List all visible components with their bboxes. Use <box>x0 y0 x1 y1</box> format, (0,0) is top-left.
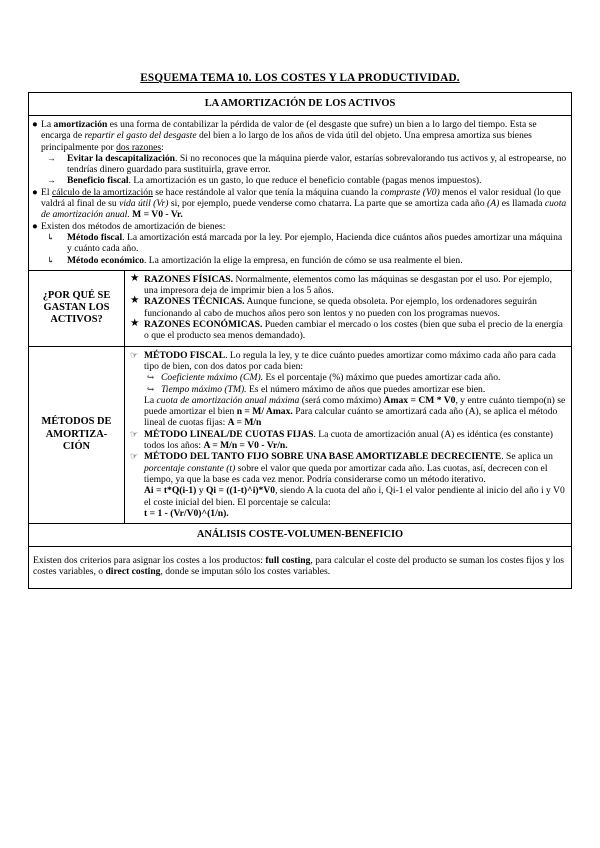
metodo-fiscal: ☞ MÉTODO FISCAL. Lo regula la ley, y te dice cuánto puedes amortizar como máximo cada año para cada tipo de bien, con dos datos por cada bien: <box>130 349 556 372</box>
metodo-fiscal-item: ↳ Método fiscal. La amortización está marcada por la ley. Por ejemplo, Hacienda dice cuántos años puedes amortizar una máquina y cuánto cada año. <box>47 231 563 255</box>
paragraph-definicion: ● La amortización es una forma de contabilizar la pérdida de valor de (el desgaste que sufre) un bien a lo largo del tiempo. Esta se encarga de repartir el gasto del desgaste del bien a lo largo de los años de vida útil del objeto. Una empresa amortiza sus bienes principalmente por dos razones: <box>32 119 537 153</box>
star-icon: ★ <box>130 318 140 330</box>
schema-table-frame <box>28 92 571 589</box>
pointing-hand-icon: ☞ <box>130 349 139 360</box>
section-amortizacion-header: LA AMORTIZACIÓN DE LOS ACTIVOS <box>29 93 572 116</box>
razones-tecnicas: ★ RAZONES TÉCNICAS. Aunque funcione, se queda obsoleta. Por ejemplo, los ordenadores seguirán funcionando al cabo de muchos años pero son lentos y no pueden con los programas nuevos. <box>130 295 537 319</box>
metodo-lineal: ☞ MÉTODO LINEAL/DE CUOTAS FIJAS. La cuota de amortización anual (A) es idéntica (es constante) todos los años: A = M/n = V0 - Vr/n. <box>130 428 553 452</box>
star-icon: ★ <box>130 272 140 284</box>
paragraph-metodos: ● Existen dos métodos de amortización de bienes: <box>32 220 226 232</box>
section-por-que-row <box>29 270 572 346</box>
tanto-fijo-formula: Ai = t*Q(i-1) y Qi = ((1-t)^i)*V0, siendo A la cuota del año i, Qi-1 el valor pendiente al inicio del año i y V0 el coste inicial del bien. El porcentaje se calcula: t = 1 - (Vr/V0)^(1/n). <box>144 485 565 519</box>
bullet-icon: ● <box>32 119 38 130</box>
section-cvb-header-row <box>29 524 572 547</box>
section-amortizacion-header-row <box>29 93 572 116</box>
section-cvb-body-row <box>29 547 572 589</box>
arrow-icon: → <box>47 175 56 186</box>
section-metodos-label: MÉTODOS DE AMORTIZA-CIÓN <box>29 346 125 523</box>
paragraph-calculo: ● El cálculo de la amortización se hace restándole al valor que tenía la máquina cuando la compraste (V0) menos el valor residual (lo que valdrá al final de su vida útil (Vr) si, por ejemplo, puede venderse como chatarra. La parte que se amortiza cada año (A) es llamada cuota de amortización anual. M = V0 - Vr. <box>32 186 567 221</box>
corner-arrow-icon: ↳ <box>47 231 55 242</box>
hook-arrow-icon: ↪ <box>147 372 155 383</box>
razones-fisicas: ★ RAZONES FÍSICAS. Normalmente, elementos como las máquinas se desgastan por el uso. Por ejemplo, una impresora deja de imprimir bien a los 5 años. <box>130 272 552 297</box>
pointing-hand-icon: ☞ <box>130 428 139 439</box>
section-amortizacion-body-row <box>29 116 572 271</box>
section-cvb-header: ANÁLISIS COSTE-VOLUMEN-BENEFICIO <box>29 524 572 547</box>
cuota-maxima-paragraph: La cuota de amortización anual máxima (será como máximo) Amax = CM * V0, y entre cuánto tiempo(n) se puede amortizar el bien n = M/ Amax. Para calcular cuánto se amortizará cada año (A), se aplica el método lineal de cuotas fijas: A = M/n <box>144 394 566 429</box>
razones-economicas: ★ RAZONES ECONÓMICAS. Pueden cambiar el mercado o los costes (bien que suba el precio de la energía o que el producto sea menos demandado). <box>130 318 563 342</box>
section-cvb-body <box>29 547 572 589</box>
section-por-que-label: ¿POR QUÉ SE GASTAN LOS ACTIVOS? <box>29 270 125 346</box>
arrow-icon: → <box>47 152 56 163</box>
section-metodos-body <box>125 346 572 523</box>
metodo-tanto-fijo: ☞ MÉTODO DEL TANTO FIJO SOBRE UNA BASE AMORTIZABLE DECRECIENTE. Se aplica un porcentaje constante (t) sobre el valor que queda por amortizar cada año. Las cuotas, así, decrecen con el tiempo, ya que la base es cada vez menor. Podría considerarse como un método iterativo. <box>130 451 553 485</box>
page-title: ESQUEMA TEMA 10. LOS COSTES Y LA PRODUCTIVIDAD. <box>140 72 460 84</box>
razon-descapitalizacion: → Evitar la descapitalización. Si no reconoces que la máquina pierde valor, estarías sobrevalorando tus activos y, al estropearse, no tendrías dinero guardado para sustituirla, grave error. <box>47 152 567 176</box>
star-icon: ★ <box>130 295 140 307</box>
coeficiente-maximo: ↪ Coeficiente máximo (CM). Es el porcentaje (%) máximo que puedes amortizar cada año. <box>147 372 501 384</box>
metodo-economico-item: ↳ Método económico. La amortización la elige la empresa, en función de cómo se usa realmente el bien. <box>47 254 463 266</box>
cvb-paragraph: Existen dos criterios para asignar los costes a los productos: full costing, para calcular el coste del producto se suman los costes fijos y los costes variables, o direct costing, donde se imputan sólo los costes variables. <box>33 555 565 578</box>
tiempo-maximo: ↪ Tiempo máximo (TM). Es el número máximo de años que puedes amortizar ese bien. <box>147 383 486 395</box>
schema-table <box>28 92 572 589</box>
bullet-icon: ● <box>32 186 38 198</box>
corner-arrow-icon: ↳ <box>47 254 55 265</box>
section-metodos-row <box>29 346 572 523</box>
section-por-que-body <box>125 270 572 346</box>
razon-beneficio-fiscal: → Beneficio fiscal. La amortización es un gasto, lo que reduce el beneficio contable (pagas menos impuestos). <box>47 175 482 187</box>
pointing-hand-icon: ☞ <box>130 451 139 462</box>
bullet-icon: ● <box>32 220 38 232</box>
section-amortizacion-body <box>29 116 572 271</box>
hook-arrow-icon: ↪ <box>147 383 155 394</box>
